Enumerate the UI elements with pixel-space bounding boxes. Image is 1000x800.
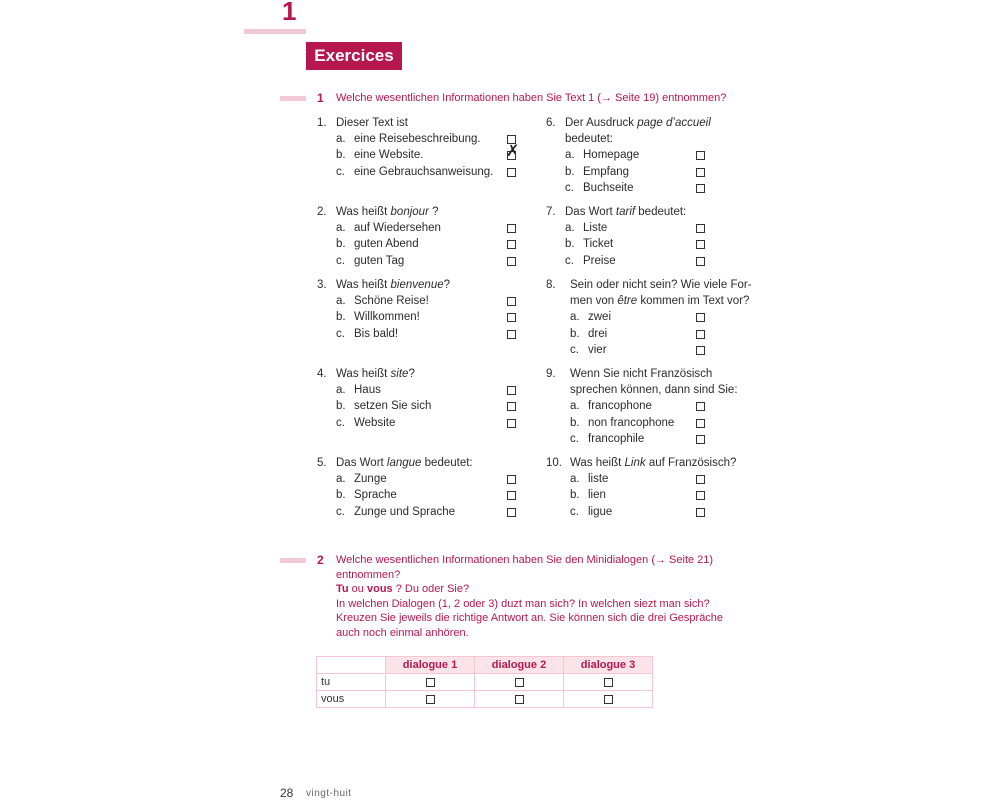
checkbox[interactable] xyxy=(507,257,516,266)
checkbox[interactable] xyxy=(696,184,705,193)
italic-term: être xyxy=(617,295,638,308)
checkbox[interactable] xyxy=(507,297,516,306)
question-text xyxy=(336,366,415,382)
table-header-dialogue-1: dialogue 1 xyxy=(386,657,475,674)
tu-word: Tu xyxy=(336,583,349,595)
italic-term: langue xyxy=(386,457,422,469)
option-row xyxy=(317,504,527,520)
option-letter: a. xyxy=(336,384,346,397)
option-row xyxy=(546,220,766,236)
question-6 xyxy=(546,115,766,196)
question-1 xyxy=(317,115,527,180)
checkbox[interactable] xyxy=(507,151,516,160)
checkbox[interactable] xyxy=(507,402,516,411)
option-letter: c. xyxy=(336,165,345,178)
option-row xyxy=(546,398,766,414)
option-row xyxy=(546,147,766,163)
checkbox[interactable] xyxy=(507,475,516,484)
option-row xyxy=(546,471,766,487)
option-row xyxy=(546,415,766,431)
option-text: Sprache xyxy=(354,489,397,502)
question-number: 6. xyxy=(546,117,556,129)
vous-dialogue-1-cell[interactable] xyxy=(386,691,475,708)
checkbox[interactable] xyxy=(696,313,705,322)
line3-rest: ? Du oder Sie? xyxy=(392,583,470,595)
option-row xyxy=(317,131,527,147)
text-segment: auf Französisch? xyxy=(645,457,737,469)
dialogue-table xyxy=(316,656,653,708)
option-text: Website xyxy=(354,416,396,429)
option-text: auf Wiedersehen xyxy=(354,222,441,235)
option-letter: c. xyxy=(336,327,345,340)
option-text: non francophone xyxy=(588,416,675,429)
option-text: Bis bald! xyxy=(354,327,399,340)
text-segment: ? xyxy=(428,206,439,218)
option-row xyxy=(317,253,527,269)
option-row xyxy=(546,431,766,447)
option-letter: a. xyxy=(565,149,575,162)
table-header-row xyxy=(317,657,653,674)
option-letter: a. xyxy=(570,311,580,324)
vous-dialogue-2-cell[interactable] xyxy=(475,691,564,708)
checkbox[interactable] xyxy=(696,224,705,233)
checkbox[interactable] xyxy=(696,168,705,177)
question-line xyxy=(317,455,527,471)
option-text: Liste xyxy=(583,222,608,235)
question-text xyxy=(336,115,408,131)
option-text: Ticket xyxy=(583,238,614,251)
checkbox[interactable] xyxy=(507,386,516,395)
option-letter: a. xyxy=(336,473,346,486)
option-letter: c. xyxy=(570,432,579,445)
option-row xyxy=(546,253,766,269)
option-text: lien xyxy=(588,489,606,502)
vous-word: vous xyxy=(366,583,393,595)
question-line xyxy=(546,131,766,147)
checkbox[interactable] xyxy=(696,330,705,339)
question-text xyxy=(570,382,738,398)
question-number: 4. xyxy=(317,368,327,380)
option-row xyxy=(546,164,766,180)
question-line xyxy=(317,204,527,220)
checkbox[interactable] xyxy=(696,240,705,249)
text-segment: men von xyxy=(570,295,618,308)
option-letter: b. xyxy=(570,489,580,502)
option-text: francophile xyxy=(588,432,645,445)
option-letter: b. xyxy=(336,400,346,413)
text-segment: Das Wort xyxy=(565,206,616,218)
question-10 xyxy=(546,455,766,520)
option-row xyxy=(546,504,766,520)
checkbox[interactable] xyxy=(696,402,705,411)
option-row xyxy=(546,180,766,196)
checkbox[interactable] xyxy=(696,257,705,266)
option-letter: b. xyxy=(565,238,575,251)
question-line xyxy=(546,382,766,398)
question-text xyxy=(336,455,473,471)
text-segment: bedeutet: xyxy=(421,457,473,469)
option-letter: c. xyxy=(336,505,345,518)
question-line xyxy=(317,277,527,293)
option-letter: c. xyxy=(565,254,574,267)
option-text: Buchseite xyxy=(583,181,634,194)
question-line xyxy=(317,366,527,382)
exercise2-line2: entnommen? xyxy=(336,568,401,581)
option-text: drei xyxy=(588,327,608,340)
checkbox[interactable] xyxy=(696,508,705,517)
table-header-dialogue-3: dialogue 3 xyxy=(564,657,653,674)
option-letter: c. xyxy=(570,505,579,518)
text-segment: kommen im Text vor? xyxy=(637,295,750,308)
text-segment: Das Wort xyxy=(336,457,387,469)
exercise1-number: 1 xyxy=(317,91,324,105)
option-letter: b. xyxy=(570,327,580,340)
option-row xyxy=(546,236,766,252)
question-8 xyxy=(546,277,766,358)
option-text: vier xyxy=(588,343,607,356)
question-7 xyxy=(546,204,766,269)
question-text xyxy=(570,293,749,309)
italic-term: Link xyxy=(624,457,646,469)
text-segment: Wenn Sie nicht Französisch xyxy=(570,368,713,380)
option-text: Empfang xyxy=(583,165,630,178)
option-text: Zunge und Sprache xyxy=(354,505,456,518)
question-line xyxy=(546,455,766,471)
checkbox[interactable] xyxy=(696,435,705,444)
italic-term: tarif xyxy=(615,206,636,218)
question-text xyxy=(570,455,736,471)
option-letter: a. xyxy=(570,473,580,486)
text-segment: Was heißt xyxy=(336,279,391,291)
tu-dialogue-3-cell[interactable] xyxy=(564,674,653,691)
question-number: 5. xyxy=(317,457,327,469)
option-letter: a. xyxy=(336,295,346,308)
option-text: francophone xyxy=(588,400,652,413)
checkbox[interactable] xyxy=(507,330,516,339)
text-segment: bedeutet: xyxy=(635,206,687,218)
chapter-number: 1 xyxy=(282,0,297,26)
table-row xyxy=(317,674,653,691)
option-row xyxy=(317,471,527,487)
checkbox[interactable] xyxy=(507,313,516,322)
option-text: Haus xyxy=(354,384,381,397)
checkbox[interactable] xyxy=(696,491,705,500)
option-text: ligue xyxy=(588,505,613,518)
text-segment: Sein oder nicht sein? Wie viele For- xyxy=(570,279,752,291)
question-3 xyxy=(317,277,527,342)
checkbox[interactable] xyxy=(507,224,516,233)
exercise1-instruction: Welche wesentlichen Informationen haben Sie Text 1 (→ Seite 19) entnommen? xyxy=(336,92,727,104)
exercise2-line1: Welche wesentlichen Informationen haben Sie den Minidialogen (→ Seite 21) xyxy=(336,554,714,566)
checkbox[interactable] xyxy=(604,695,613,704)
question-number: 9. xyxy=(546,368,556,380)
option-letter: b. xyxy=(336,238,346,251)
exercise2-line5: Kreuzen Sie jeweils die richtige Antwort an. Sie können sich die drei Gespräche xyxy=(336,612,724,624)
italic-term: bonjour xyxy=(390,206,429,218)
option-row xyxy=(546,342,766,358)
checkbox[interactable] xyxy=(426,695,435,704)
checkbox[interactable] xyxy=(507,508,516,517)
option-letter: c. xyxy=(336,254,345,267)
option-text: eine Website. xyxy=(354,149,424,162)
option-row xyxy=(317,398,527,414)
exercise1-bar xyxy=(280,96,306,101)
option-text: setzen Sie sich xyxy=(354,400,432,413)
text-segment: Der Ausdruck xyxy=(565,117,638,129)
checkbox[interactable] xyxy=(696,151,705,160)
option-letter: a. xyxy=(565,222,575,235)
tu-dialogue-1-cell[interactable] xyxy=(386,674,475,691)
question-number: 10. xyxy=(546,457,562,469)
option-text: guten Tag xyxy=(354,254,405,267)
text-segment: sprechen können, dann sind Sie: xyxy=(570,384,738,397)
row-label-tu: tu xyxy=(317,674,386,691)
text-segment: ? xyxy=(408,368,415,380)
option-text: Preise xyxy=(583,254,616,267)
checkbox[interactable] xyxy=(515,678,524,687)
option-row xyxy=(546,309,766,325)
question-line xyxy=(317,115,527,131)
question-text xyxy=(565,131,613,147)
exercise2-line3 xyxy=(336,582,776,597)
exercise2-instruction xyxy=(336,553,776,640)
table-corner xyxy=(317,657,386,674)
option-row xyxy=(317,382,527,398)
option-text: liste xyxy=(588,473,609,486)
question-line xyxy=(546,277,766,293)
chapter-bar xyxy=(244,29,306,34)
checkbox[interactable] xyxy=(507,419,516,428)
question-text xyxy=(570,277,752,293)
option-letter: b. xyxy=(336,489,346,502)
italic-term: page d’accueil xyxy=(637,117,711,129)
question-5 xyxy=(317,455,527,520)
checkbox[interactable] xyxy=(507,491,516,500)
italic-term: bienvenue xyxy=(390,279,444,291)
question-text xyxy=(570,366,712,382)
text-segment: Was heißt xyxy=(570,457,625,469)
question-number: 3. xyxy=(317,279,327,291)
text-segment: Was heißt xyxy=(336,368,391,380)
exercise2-line6: auch noch einmal anhören. xyxy=(336,626,469,639)
option-text: Willkommen! xyxy=(354,311,420,324)
text-segment: Was heißt xyxy=(336,206,391,218)
question-text xyxy=(336,277,450,293)
checkbox[interactable] xyxy=(696,346,705,355)
vous-dialogue-3-cell[interactable] xyxy=(564,691,653,708)
option-text: zwei xyxy=(588,311,612,324)
option-row xyxy=(317,309,527,325)
question-4 xyxy=(317,366,527,431)
option-row xyxy=(317,236,527,252)
tu-dialogue-2-cell[interactable] xyxy=(475,674,564,691)
option-row xyxy=(317,415,527,431)
option-row xyxy=(317,220,527,236)
option-row xyxy=(546,487,766,503)
option-letter: c. xyxy=(336,416,345,429)
text-segment: Dieser Text ist xyxy=(336,117,409,129)
option-text: eine Reisebeschreibung. xyxy=(354,133,481,146)
page-number: 28 xyxy=(280,786,294,800)
question-text xyxy=(565,204,686,220)
question-line xyxy=(546,204,766,220)
checkbox[interactable] xyxy=(507,168,516,177)
option-text: Schöne Reise! xyxy=(354,295,429,308)
option-letter: b. xyxy=(336,311,346,324)
option-letter: a. xyxy=(336,222,346,235)
option-row xyxy=(317,147,527,163)
table-row xyxy=(317,691,653,708)
question-text xyxy=(565,115,711,131)
page-number-word: vingt-huit xyxy=(306,788,352,799)
exercise2-number: 2 xyxy=(317,553,324,567)
option-letter: a. xyxy=(570,400,580,413)
option-row xyxy=(546,326,766,342)
row-label-vous: vous xyxy=(317,691,386,708)
option-row xyxy=(317,164,527,180)
checkbox[interactable] xyxy=(515,695,524,704)
question-9 xyxy=(546,366,766,447)
option-text: Zunge xyxy=(354,473,387,486)
question-number: 8. xyxy=(546,279,556,291)
option-letter: b. xyxy=(570,416,580,429)
option-text: Homepage xyxy=(583,149,640,162)
option-letter: a. xyxy=(336,133,346,146)
checkbox[interactable] xyxy=(604,678,613,687)
italic-term: site xyxy=(390,368,409,380)
question-line xyxy=(546,115,766,131)
table-header-dialogue-2: dialogue 2 xyxy=(475,657,564,674)
option-row xyxy=(317,326,527,342)
option-row xyxy=(317,487,527,503)
option-row xyxy=(317,293,527,309)
question-2 xyxy=(317,204,527,269)
question-line xyxy=(546,293,766,309)
option-letter: b. xyxy=(336,149,346,162)
option-letter: c. xyxy=(565,181,574,194)
checkbox[interactable] xyxy=(426,678,435,687)
checkbox[interactable] xyxy=(696,419,705,428)
question-number: 1. xyxy=(317,117,327,129)
exercise2-bar xyxy=(280,558,306,563)
exercise2-line4: In welchen Dialogen (1, 2 oder 3) duzt man sich? In welchen siezt man sich? xyxy=(336,597,710,610)
option-letter: c. xyxy=(570,343,579,356)
option-text: guten Abend xyxy=(354,238,419,251)
section-title: Exercices xyxy=(306,42,402,70)
ou-word: ou xyxy=(348,583,367,595)
text-segment: ? xyxy=(443,279,451,291)
question-number: 7. xyxy=(546,206,556,218)
question-text xyxy=(336,204,439,220)
option-text: eine Gebrauchsanweisung. xyxy=(354,165,494,178)
checkbox[interactable] xyxy=(507,240,516,249)
question-number: 2. xyxy=(317,206,327,218)
question-line xyxy=(546,366,766,382)
option-letter: b. xyxy=(565,165,575,178)
text-segment: bedeutet: xyxy=(565,133,613,146)
checkbox[interactable] xyxy=(696,475,705,484)
